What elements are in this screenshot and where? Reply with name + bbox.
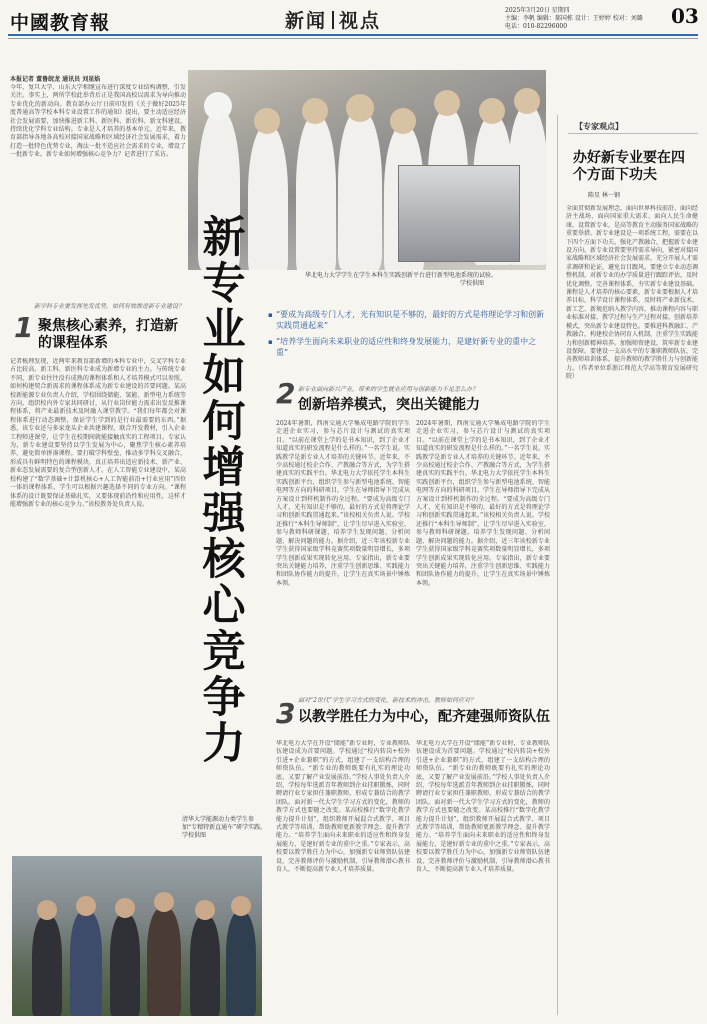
expert-tag: 【专家观点】 — [575, 121, 623, 131]
section-divider — [332, 11, 334, 29]
photo1-caption: 华北电力大学学生在学生本科生实践创新平台进行新型电池系统的试验。 — [304, 272, 497, 279]
section1-heading: 聚焦核心素养，打造新的课程体系 — [38, 318, 178, 351]
section3-heading: 以教学胜任力为中心，配齐建强师资队伍 — [298, 709, 550, 725]
section2-lead: 新专业面向新兴产业，带来的学生就业应用与创新能力不足怎么办？ — [298, 386, 479, 393]
section2-body-col2: 2024年暑期，西南交通大学集成电路学院的学生走进企业实习，参与芯片设计与测试的真实项目。“以前在课堂上学的是书本知识，到了企业才知道真实的研发流程是什么样的。”一名学生说。实践教学是新专业人才培养的关键环节。近年来，不少高校通过校企合作、产教融合等方式，为学生搭建真实的实践平台。华北电力大学依托学生本科生实践创新平台，组织学生参与新型电池系统、智能电网等方向的科研项目，学生在导师指导下完成从方案设计到样机制作的全过程。“要成为高级专门人才，光有知识是不够的，最好的方式是将理论学习和创新实践贯通起来。”该校相关负责人说。学校还推行“本科生导师制”，让学生尽早进入实验室，参与教师科研课题，培养学生发现问题、分析问题、解决问题的能力。据介绍，近三年该校新专业学生获得国家级学科竞赛奖项数量明显增长，多项学生创新成果实现转化应用。专家指出，新专业要突出关键能力培养，注重学生创新思维、实践能力和团队协作能力的提升，让学生在真实场景中锤炼本领。 — [416, 420, 550, 587]
section2-body-col1: 2024年暑期，西南交通大学集成电路学院的学生走进企业实习，参与芯片设计与测试的真实项目。“以前在课堂上学的是书本知识，到了企业才知道真实的研发流程是什么样的。”一名学生说。实践教学是新专业人才培养的关键环节。近年来，不少高校通过校企合作、产教融合等方式，为学生搭建真实的实践平台。华北电力大学依托学生本科生实践创新平台，组织学生参与新型电池系统、智能电网等方向的科研项目，学生在导师指导下完成从方案设计到样机制作的全过程。“要成为高级专门人才，光有知识是不够的，最好的方式是将理论学习和创新实践贯通起来。”该校相关负责人说。学校还推行“本科生导师制”，让学生尽早进入实验室，参与教师科研课题，培养学生发现问题、分析问题、解决问题的能力。据介绍，近三年该校新专业学生获得国家级学科竞赛奖项数量明显增长，多项学生创新成果实现转化应用。专家指出，新专业要突出关键能力培养，注重学生创新思维、实践能力和团队协作能力的提升，让学生在真实场景中锤炼本领。 — [276, 420, 410, 587]
page-number: 03 — [671, 4, 699, 28]
battery-system-machine — [398, 165, 520, 262]
pull-quotes — [268, 310, 546, 364]
section1-number: 1 — [14, 311, 34, 344]
pull-quote: ▪ “培养学生面向未来职业的适应性和终身发展能力，是建好新专业的重中之重” — [268, 337, 546, 358]
contact-phone: 电话：010-82296000 — [505, 23, 568, 30]
photo1-credit: 学校供图 — [460, 280, 485, 287]
section1-body: 记者梳理发现，近两年来教育部新增的本科专业中，交叉学科专业占比较高，新工科、新医科专业成为新增专业的主力。与传统专业不同，新专业往往没有成熟的课程体系和人才培养模式可以参照，如何构建契合新需求的课程体系成为新专业建设的首要问题。某高校新能源专业负责人介绍，学校围绕储能、氢能、新型电力系统等方向，组织校内外专家共同研讨，从行业岗位能力需求出发反推课程体系，将产业最新技术及时融入课堂教学。“我们每年都会对课程体系进行动态调整，保证学生学到的是行业最需要的东西。”据悉，该专业还与多家龙头企业共建课程，联合开发教材，引入企业工程师进课堂，让学生在校期间就能接触真实的工程项目。专家认为，新专业建设要坚持以学生发展为中心，聚焦学生核心素养培养，避免简单拼凑课程。要打破学科壁垒，推动多学科交叉融合，形成具有鲜明特色的课程模块，真正培养出适应新技术、新产业、新业态发展需要的复合型创新人才。在人工智能专业建设中，某高校构建了“数学基础+计算机核心+人工智能前沿+行业应用”四位一体的课程体系，学生可以根据兴趣选择不同的专业方向。“课程体系的设计既要保证基础扎实，又要体现前沿性和应用性，这样才能增强新专业的核心竞争力。”该校教务处负责人说。 — [10, 358, 186, 508]
expert-body: 全面贯彻新发展理念，面向世界科技前沿、面向经济主战场、面向国家重大需求、面向人民生命健康，设置新专业，是高等教育主动服务国家战略的重要举措。新专业建设是一项系统工程，需要在以下四个方面下功夫。强化产教融合，把握新专业建设方向。新专业设置要坚持需求导向，紧密对接国家战略和区域经济社会发展需求，充分开展人才需求调研和论证，避免盲目跟风。要建立专业动态调整机制，对新专业的办学质量进行跟踪评估，及时优化调整。完善课程体系，夯实新专业建设基础。课程是人才培养的核心要素，新专业要根据人才培养目标，科学设计课程体系，及时将产业新技术、新工艺、新规范纳入教学内容，推动课程内容与职业标准对接、教学过程与生产过程对接。创新培养模式，突出新专业建设特色。要推进科教融汇、产教融合，构建校企协同育人机制，注重学生实践能力和创新精神培养。加强师资建设，筑牢新专业建设保障。要建设一支高水平的专兼职教师队伍，完善教师培训体系，提升教师的教学胜任力与创新能力。（作者单位系浙江师范大学高等教育发展研究院） — [566, 205, 698, 381]
expert-rule — [568, 133, 698, 134]
pull-quote: ▪ “要成为高级专门人才，光有知识是不够的，最好的方式是将理论学习和创新实践贯通起来” — [268, 310, 546, 331]
section2-number: 2 — [276, 377, 296, 410]
section2-heading: 创新培养模式，突出关键能力 — [298, 397, 480, 413]
section-title — [285, 6, 381, 33]
masthead-logo: 中國教育報 — [10, 12, 111, 34]
header-rule — [8, 34, 698, 36]
header-info — [505, 7, 680, 31]
section3-body-col2: 华北电力大学在开设“储能”新专业时，专业教师队伍建设成为首要问题。学校通过“校内转岗+校外引进+企业兼职”的方式，组建了一支结构合理的师资队伍。“新专业的教师既要有扎实的理论功底，又要了解产业发展前沿。”学校人事处负责人介绍，学校每年选派青年教师到企业挂职锻炼，同时聘请行业专家担任兼职教师，形成专兼结合的教学团队。面对新一代大学生学习方式的变化，教师的教学方式也要随之改变。某高校推行“数字化教学能力提升计划”，组织教师开展混合式教学、项目式教学等培训，帮助教师更新教学理念、提升教学能力。“培养学生面向未来职业的适应性和终身发展能力，是建好新专业的重中之重。”专家表示，高校要以教学胜任力为中心，加强新专业师资队伍建设，完善教师评价与激励机制，引导教师潜心教书育人，不断提高新专业人才培养质量。 — [416, 740, 550, 874]
section-news: 新闻 — [285, 10, 328, 32]
expert-title: 办好新专业要在四个方面下功夫 — [573, 150, 685, 183]
photo2-credit: 学校供图 — [182, 832, 207, 839]
header-rule-thin — [8, 38, 698, 39]
editor-credits: 主编：李帆 编辑：郝国栋 设计：王婷婷 校对：刘璐 — [505, 15, 643, 22]
byline: 本报记者 董鲁皖龙 通讯员 刘星焰 — [10, 76, 101, 83]
section1-lead: 新学科专业要发挥先发优势，如何有效推进新专业建设？ — [34, 303, 185, 310]
students-field-photo — [12, 856, 262, 1016]
column-divider — [557, 115, 558, 1015]
section3-number: 3 — [276, 697, 296, 730]
section3-lead: 面对“2世代”学生学习方式的变化，新技术的冲击，教师如何应对？ — [298, 697, 476, 704]
headline: 新专业如何增强核心竞争力 — [202, 213, 246, 769]
expert-author: 陈星 林一钢 — [588, 192, 620, 199]
issue-date: 2025年3月20日 星期四 — [505, 7, 570, 14]
photo2-caption-text: 清华大学能源动力类学生参加“专精特新直通车”研学实践。 — [182, 816, 267, 831]
section-viewpoint: 视点 — [339, 10, 382, 32]
section3-body-col1: 华北电力大学在开设“储能”新专业时，专业教师队伍建设成为首要问题。学校通过“校内转岗+校外引进+企业兼职”的方式，组建了一支结构合理的师资队伍。“新专业的教师既要有扎实的理论功底，又要了解产业发展前沿。”学校人事处负责人介绍，学校每年选派青年教师到企业挂职锻炼，同时聘请行业专家担任兼职教师，形成专兼结合的教学团队。面对新一代大学生学习方式的变化，教师的教学方式也要随之改变。某高校推行“数字化教学能力提升计划”，组织教师开展混合式教学、项目式教学等培训，帮助教师更新教学理念、提升教学能力。“培养学生面向未来职业的适应性和终身发展能力，是建好新专业的重中之重。”专家表示，高校要以教学胜任力为中心，加强新专业师资队伍建设，完善教师评价与激励机制，引导教师潜心教书育人，不断提高新专业人才培养质量。 — [276, 740, 410, 874]
intro-text: 今年，复旦大学、山东大学相继宣布进行深度专业结构调整，引发关注。事实上，两所学校此举背后正是我国高校以需求为导向推动专业优化的新动向。教育部办公厅日前印发的《关于做好2025年度普通高等学校本科专业设置工作的通知》提出，要主动适应经济社会发展需要，加快推进新工科、新医科、新农科、新文科建设，持续优化学科专业结构。专业是人才培养的基本单元。近年来，教育部指导各地各高校对接国家战略和区域经济社会发展需求，着力打造一批特色优势专业，淘汰一批不适应社会需求的专业，增设了一批新专业。新专业如何增强核心竞争力？记者进行了采访。 — [10, 84, 186, 159]
photo2-caption — [182, 816, 267, 840]
